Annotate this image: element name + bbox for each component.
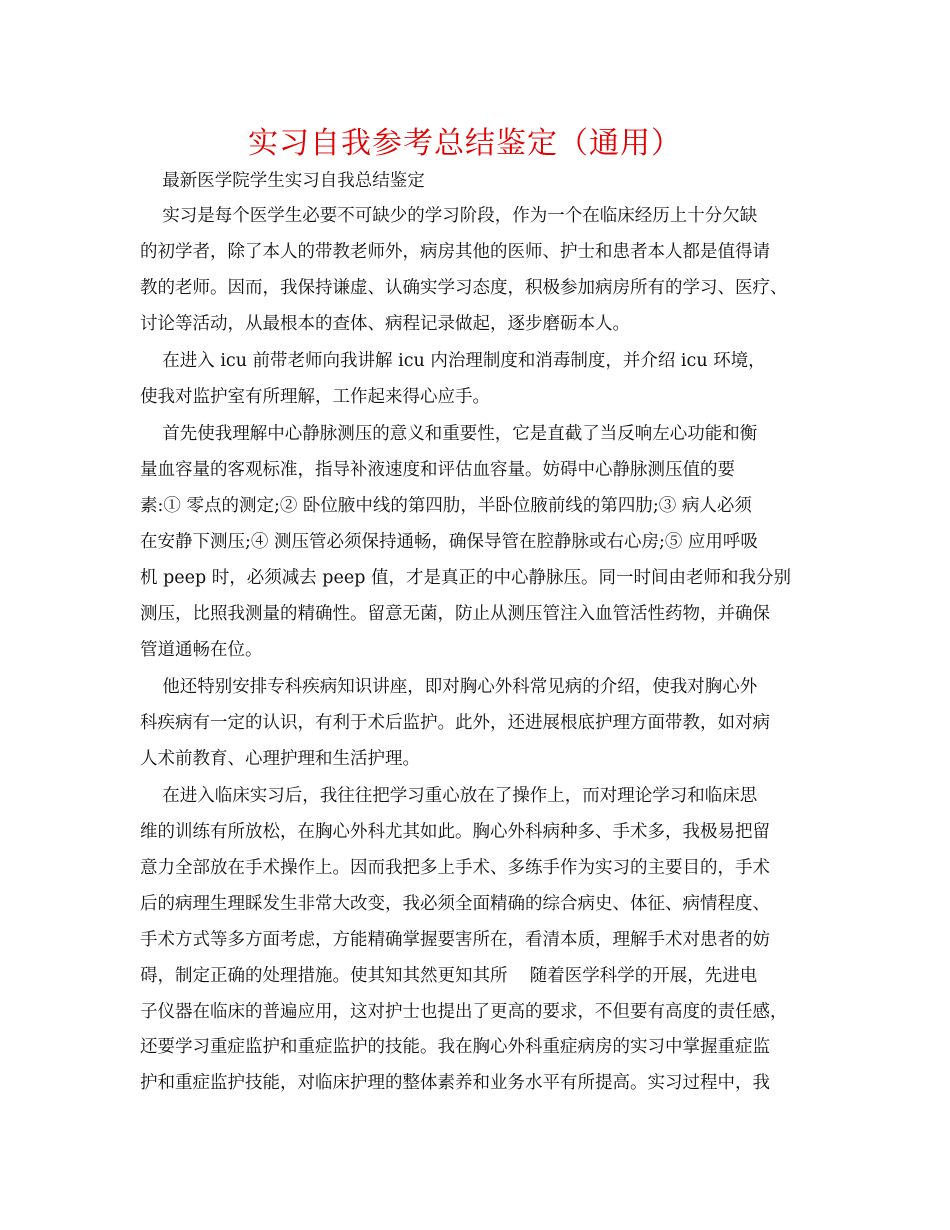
paragraph-3 — [140, 417, 820, 668]
paragraph-line: 讨论等活动，从最根本的查体、病程记录做起，逐步磨砺本人。 — [140, 313, 630, 334]
line-text: 首先使我理解中心静脉测压的意义和重要性，它是直截了当反响左心功能和衡 — [162, 424, 758, 445]
paragraph-line: 还要学习重症监护和重症监护的技能。我在胸心外科重症病房的实习中掌握重症监 — [140, 1037, 770, 1058]
line-text: 在进入 icu 前带老师向我讲解 icu 内治理制度和消毒制度，并介绍 icu 环境， — [162, 351, 766, 372]
paragraph-line: 量血容量的客观标准，指导补液速度和评估血容量。妨碍中心静脉测压值的要 — [140, 460, 735, 481]
paragraph-line: 机 peep 时，必须减去 peep 值，才是真正的中心静脉压。同一时间由老师和我分别 — [140, 567, 791, 588]
paragraph-line — [140, 779, 820, 815]
paragraph-line — [140, 670, 820, 706]
paragraph-line: 手术方式等多方面考虑，方能精确掌握要害所在，看清本质，理解手术对患者的妨 — [140, 929, 770, 950]
paragraph-line — [140, 199, 820, 235]
paragraph-line: 科疾病有一定的认识，有利于术后监护。此外，还进展根底护理方面带教，如对病 — [140, 712, 770, 733]
paragraph-1 — [140, 199, 820, 343]
document-subtitle — [140, 163, 820, 199]
paragraph-line — [140, 344, 820, 380]
line-text: 实习是每个医学生必要不可缺少的学习阶段，作为一个在临床经历上十分欠缺 — [162, 206, 758, 226]
document-body — [140, 163, 820, 1102]
paragraph-line: 维的训练有所放松，在胸心外科尤其如此。胸心外科病种多、手术多，我极易把留 — [140, 822, 770, 843]
paragraph-line: 素:① 零点的测定;② 卧位腋中线的第四肋，半卧位腋前线的第四肋;③ 病人必须 — [140, 496, 752, 517]
paragraph-5 — [140, 779, 820, 1102]
paragraph-line: 人术前教育、心理护理和生活护理。 — [140, 748, 420, 769]
paragraph-line: 护和重症监护技能，对临床护理的整体素养和业务水平有所提高。实习过程中，我 — [140, 1073, 770, 1094]
paragraph-line: 子仪器在临床的普遍应用，这对护士也提出了更高的要求，不但要有高度的责任感， — [140, 1001, 788, 1022]
paragraph-line: 的初学者，除了本人的带教老师外，病房其他的医师、护士和患者本人都是值得请 — [140, 241, 770, 262]
paragraph-line: 后的病理生理睬发生非常大改变，我必须全面精确的综合病史、体征、病情程度、 — [140, 893, 770, 914]
document-title: 实习自我参考总结鉴定（通用） — [248, 126, 682, 161]
paragraph-line: 教的老师。因而，我保持谦虚、认确实学习态度，积极参加病房所有的学习、医疗、 — [140, 277, 788, 298]
paragraph-line: 意力全部放在手术操作上。因而我把多上手术、多练手作为实习的主要目的，手术 — [140, 858, 770, 879]
line-text: 他还特别安排专科疾病知识讲座，即对胸心外科常见病的介绍，使我对胸心外 — [162, 677, 758, 698]
paragraph-line — [140, 417, 820, 453]
paragraph-line: 碍，制定正确的处理措施。使其知其然更知其所 随着医学科学的开展，先进电 — [140, 965, 758, 986]
line-text: 在进入临床实习后，我往往把学习重心放在了操作上，而对理论学习和临床思 — [162, 786, 758, 807]
paragraph-line: 在安静下测压;④ 测压管必须保持通畅，确保导管在腔静脉或右心房;⑤ 应用呼吸 — [140, 532, 758, 553]
subtitle-text: 最新医学院学生实习自我总结鉴定 — [162, 171, 425, 191]
paragraph-line: 管道通畅在位。 — [140, 639, 263, 660]
paragraph-4 — [140, 670, 820, 778]
paragraph-line: 使我对监护室有所理解，工作起来得心应手。 — [140, 386, 490, 407]
paragraph-2 — [140, 344, 820, 416]
paragraph-line: 测压，比照我测量的精确性。留意无菌，防止从测压管注入血管活性药物，并确保 — [140, 603, 770, 624]
